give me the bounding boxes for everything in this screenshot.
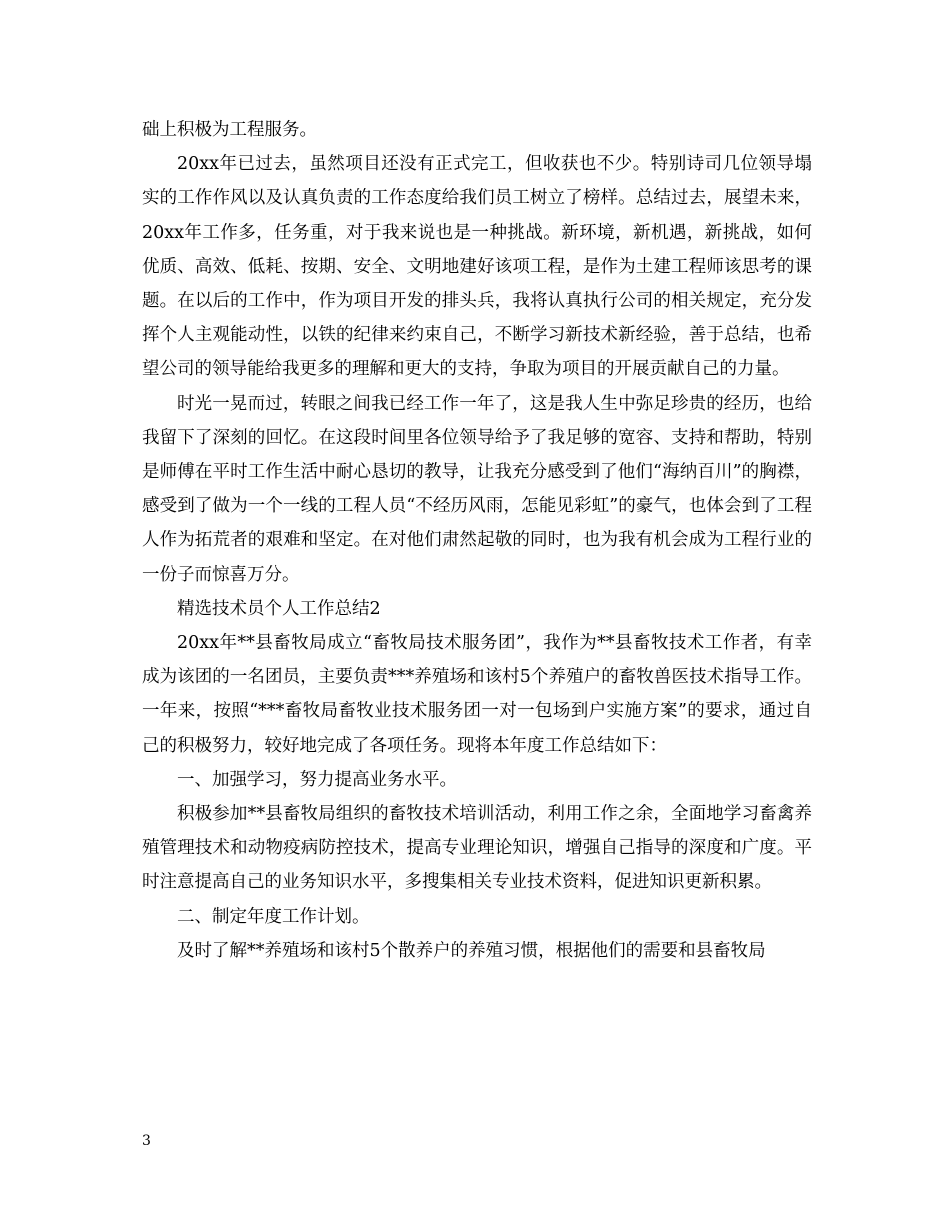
paragraph-study: 积极参加**县畜牧局组织的畜牧技术培训活动，利用工作之余，全面地学习畜禽养殖管理技术和动物疫病防控技术，提高专业理论知识，增强自己指导的深度和广度。平时注意提高自己的业务知识水平，多搜集相关专业技术资料，促进知识更新积累。 — [142, 804, 812, 893]
paragraph-reflection: 时光一晃而过，转眼之间我已经工作一年了，这是我人生中弥足珍贵的经历，也给我留下了深刻的回忆。在这段时间里各位领导给予了我足够的宽容、支持和帮助，特别是师傅在平时工作生活中耐心恳切的教导，让我充分感受到了他们“海纳百川”的胸襟，感受到了做为一个一线的工程人员“不经历风雨，怎能见彩虹”的豪气，也体会到了工程人作为拓荒者的艰难和坚定。在对他们肃然起敬的同时，也为我有机会成为工程行业的一份子而惊喜万分。 — [142, 393, 812, 585]
subheading-plan: 二、制定年度工作计划。 — [177, 906, 370, 927]
section-heading: 精选技术员个人工作总结2 — [177, 598, 381, 619]
subheading-study: 一、加强学习，努力提高业务水平。 — [177, 769, 457, 790]
paragraph-intro: 20xx年**县畜牧局成立“畜牧局技术服务团”，我作为**县畜牧技术工作者，有幸成为该团的一名团员，主要负责***养殖场和该村5个养殖户的畜牧兽医技术指导工作。一年来，按照“***畜牧局畜牧业技术服务团一对一包场到户实施方案”的要求，通过自己的积极努力，较好地完成了各项任务。现将本年度工作总结如下： — [142, 633, 812, 756]
paragraph-continuation: 础上积极为工程服务。 — [142, 120, 317, 140]
paragraph-year-summary: 20xx年已过去，虽然项目还没有正式完工，但收获也不少。特别诗司几位领导塌实的工作作风以及认真负责的工作态度给我们员工树立了榜样。总结过去，展望未来，20xx年工作多，任务重，对于我来说也是一种挑战。新环境，新机遇，新挑战，如何优质、高效、低耗、按期、安全、文明地建好该项工程，是作为土建工程师该思考的课题。在以后的工作中，作为项目开发的排头兵，我将认真执行公司的相关规定，充分发挥个人主观能动性，以铁的纪律来约束自己，不断学习新技术新经验，善于总结，也希望公司的领导能给我更多的理解和更大的支持，争取为项目的开展贡献自己的力量。 — [142, 154, 812, 380]
page-number: 3 — [142, 1133, 151, 1149]
paragraph-plan: 及时了解**养殖场和该村5个散养户的养殖习惯，根据他们的需要和县畜牧局 — [177, 940, 766, 961]
document-body — [142, 113, 812, 968]
